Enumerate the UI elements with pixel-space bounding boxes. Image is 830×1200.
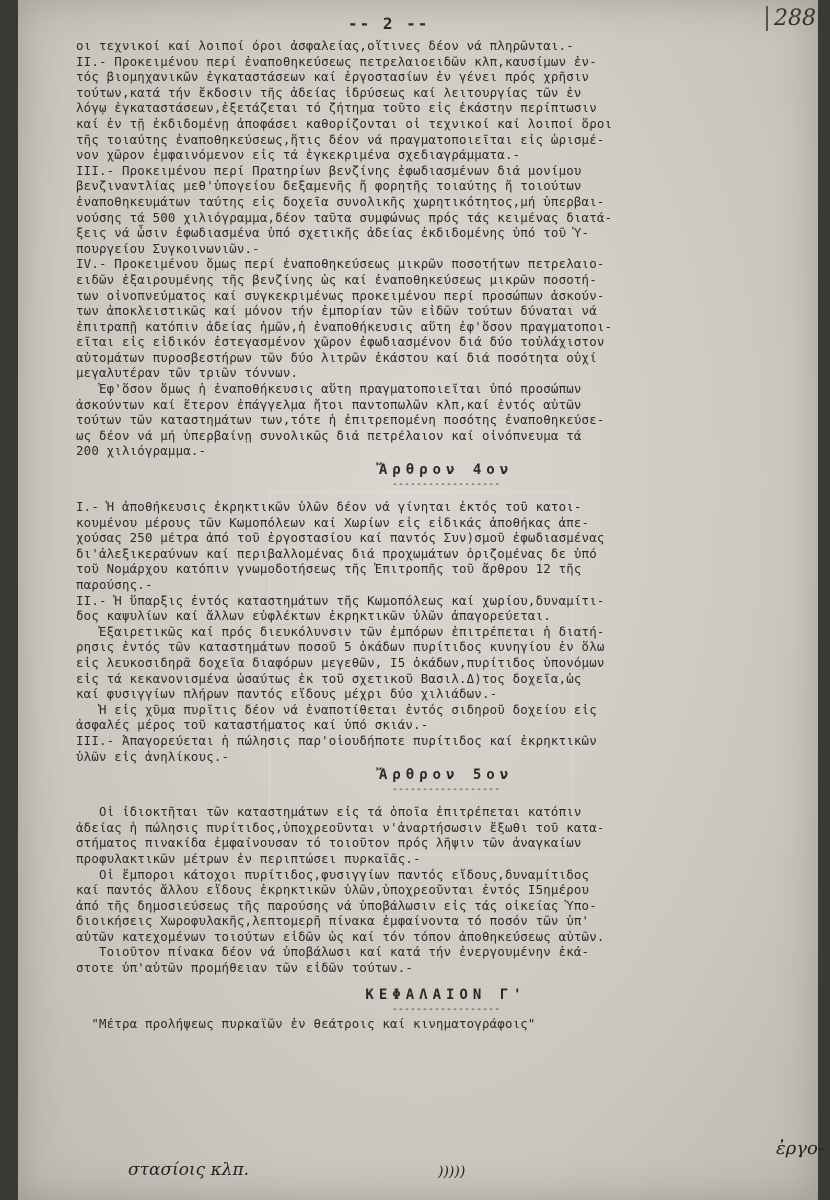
text-line: νον χῶρον ἐμφαινόμενον εἰς τά ἐγκεκριμένα σχεδιαγράμματα.- (76, 147, 521, 163)
text-line: καί φυσιγγίων πλήρων παντός εἴδους μέχρι δύο χιλιάδων.- (76, 686, 498, 702)
handwritten-note: ἐργο- (776, 1138, 824, 1159)
text-line: ὑλῶν εἰς ἀνηλίκους.- (76, 748, 230, 764)
text-line: IV.- Προκειμένου ὅμως περί ἐναποθηκεύσεως μικρῶν ποσοτήτων πετρελαιο- (76, 256, 605, 272)
archive-stamp-number: 288 (766, 6, 816, 31)
heading-underline: ------------------ (391, 479, 501, 491)
text-line: τούτων,κατά τήν ἔκδοσιν τῆς ἀδείας ἱδρύσεως καί λειτουργίας τῶν ἐν (76, 84, 582, 100)
text-line: ἀσφαλές μέρος τοῦ καταστήματος καί ὑπό σκιάν.- (76, 717, 429, 733)
text-line: εἰς λευκοσιδηρᾶ δοχεῖα διαφόρων μεγεθῶν, I5 ὀκάδων,πυρίτιδος ὑπονόμων (76, 654, 605, 670)
text-line: ἀπό τῆς δημοσιεύσεως τῆς παρούσης νά ὑποβάλωσιν εἰς τάς οἰκείας Ὑπο- (76, 897, 597, 913)
text-line: αὐτομάτων πυροσβεστήρων τῶν δύο λιτρῶν ἑκάστου καί διά ποσότητα οὐχί (76, 349, 597, 365)
text-line: III.- Ἀπαγορεύεται ἡ πώλησις παρ'οἱουδήποτε πυρίτιδος καί ἐκρηκτικῶν (76, 732, 597, 748)
text-line: Ἡ εἰς χῦμα πυρῖτις δέον νά ἐναποτίθεται ἐντός σιδηροῦ δοχείου εἰς (76, 701, 597, 717)
text-line: λόγῳ ἐγκαταστάσεων,ἐξετάζεται τό ζήτημα τοῦτο εἰς ἑκάστην περίπτωσιν (76, 100, 597, 116)
text-line: στοτε ὑπ'αὐτῶν προμήθειαν τῶν εἰδῶν τούτων.- (76, 960, 414, 976)
text-line: τός βιομηχανικῶν ἐγκαταστάσεων καί ἐργοστασίων ἐν γένει πρός χρῆσιν (76, 69, 590, 85)
text-line: "Μέτρα προλήψεως πυρκαϊῶν ἐν θεάτροις καί κινηματογράφοις" (76, 1015, 536, 1031)
document-page (18, 0, 824, 1200)
handwritten-note: στασίοις κλπ. (128, 1160, 250, 1180)
page-number: -- 2 -- (348, 14, 430, 33)
text-line: νούσης τά 500 χιλιόγραμμα,δέον ταῦτα συμφώνως πρός τάς κειμένας διατά- (76, 209, 613, 225)
text-line: τῆς τοιαύτης ἐναποθηκεύσεως,ἥτις δέον νά πραγματοποιεῖται εἰς ὡρισμέ- (76, 131, 605, 147)
text-line: αὐτῶν κατεχομένων τοιούτων εἰδῶν ὡς καί τόν τόπον ἀποθηκεύσεως αὐτῶν. (76, 928, 605, 944)
text-line: 200 χιλιόγραμμα.- (76, 443, 207, 459)
text-line: Ἐξαιρετικῶς καί πρός διευκόλυνσιν τῶν ἐμπόρων ἐπιτρέπεται ἡ διατή- (76, 623, 605, 639)
text-line: ρησις ἐντός τῶν καταστημάτων ποσοῦ 5 ὀκάδων πυρίτιδος κυνηγίου ἐν ὅλω (76, 639, 605, 655)
heading-underline: ------------------ (391, 1003, 501, 1015)
text-line: Οἱ ἰδιοκτῆται τῶν καταστημάτων εἰς τά ὁποῖα ἐπιτρέπεται κατόπιν (76, 804, 582, 820)
text-line (76, 976, 816, 984)
section-heading: Ἄρθρον 5ον (378, 767, 514, 784)
text-line: οι τεχνικοί καί λοιποί όροι ἀσφαλείας,οἵτινες δέον νά πληρῶνται.- (76, 38, 574, 53)
text-line: II.- Προκειμένου περί ἐναποθηκεύσεως πετρελαιοειδῶν κλπ,καυσίμων ἐν- (76, 53, 597, 69)
text-line: βενζιναντλίας μεθ'ὑπογείου δεξαμενῆς ἤ φορητῆς τοιαύτης ἤ τοιούτων (76, 178, 582, 194)
text-line: καί ἐν τῇ ἐκδιδομένῃ ἀποφάσει καθορίζονται οἱ τεχνικοί καί λοιποί ὅροι (76, 115, 613, 131)
text-line: χούσας 250 μέτρα ἀπό τοῦ ἐργοστασίου καί παντός Συν)σμοῦ ἐφωδιασμένας (76, 530, 605, 546)
heading-underline: ------------------ (391, 784, 501, 796)
text-line: δος καψυλίων καί ἄλλων εὐφλέκτων ἐκρηκτικῶν ὑλῶν ἀπαγορεύεται. (76, 608, 551, 624)
text-line: καί παντός ἄλλου εἴδους ἐκρηκτικῶν ὑλῶν,ὑποχρεοῦνται ἐντός I5ημέρου (76, 882, 590, 898)
text-line: δι'ἀλεξικεραύνων καί περιβαλλομένας διά προχωμάτων ὁριζομένας δε ὑπό (76, 545, 597, 561)
text-line: ἐπιτραπῇ κατόπιν ἀδείας ἡμῶν,ἡ ἐναποθήκευσις αὕτη ἐφ'ὅσον πραγματοποι- (76, 318, 613, 334)
text-line: Ἐφ'ὅσον ὅμως ἡ ἐναποθήκευσις αὕτη πραγματοποιεῖται ὑπό προσώπων (76, 381, 582, 397)
text-line: τούτων τῶν καταστημάτων των,τότε ἡ ἐπιτρεπομένη ποσότης ἐναποθηκεύσε- (76, 412, 605, 428)
text-line: διοικήσεις Χωροφυλακῆς,λεπτομερῆ πίνακα ἐμφαίνοντα τό ποσόν τῶν ὑπ' (76, 913, 590, 929)
text-line: πουργείου Συγκοινωνιῶν.- (76, 240, 260, 256)
text-line: των ἀποκλειστικῶς καί μόνον τήν ἐμπορίαν τῶν εἰδῶν τούτων δύναται νά (76, 303, 597, 319)
text-line: παρούσης.- (76, 577, 153, 592)
text-line: ἀσκούντων καί ἕτερον ἐπάγγελμα ἤτοι παντοπωλῶν κλπ,καί ἐντός αὐτῶν (76, 396, 582, 412)
text-line: ειδῶν ἐξαιρουμένης τῆς βενζίνης ὡς καί ἐναποθηκεύσεως μικρῶν ποσοτή- (76, 271, 597, 287)
text-line: εῖται εἰς εἰδικόν ἐστεγασμένον χῶρον ἐφωδιασμένον διά δύο τοὐλάχιστον (76, 334, 605, 350)
text-line: ως δέον νά μή ὑπερβαίνῃ συνολικῶς διά πετρέλαιον καί οἰνόπνευμα τά (76, 427, 582, 443)
text-line: I.- Ἡ ἀποθήκευσις ἐκρηκτικῶν ὑλῶν δέον νά γίνηται ἐκτός τοῦ κατοι- (76, 499, 582, 515)
text-line: ἐναποθηκευμάτων ταύτης εἰς δοχεῖα συνολικῆς χωρητικότητος,μή ὑπερβαι- (76, 193, 605, 209)
section-heading: Ἄρθρον 4ον (378, 462, 514, 479)
text-line: III.- Προκειμένου περί Πρατηρίων βενζίνης ἐφωδιασμένων διά μονίμου (76, 162, 582, 178)
text-line: μεγαλυτέραν τῶν τριῶν τόννων. (76, 365, 299, 381)
section-heading: ΚΕΦΑΛΑΙΟΝ Γ' (365, 986, 527, 1003)
text-line: των οἰνοπνεύματος καί συγκεκριμένως προκειμένου περί προσώπων ἀσκούν- (76, 287, 605, 303)
text-line: II.- Ἡ ὕπαρξις ἐντός καταστημάτων τῆς Κωμοπόλεως καί χωρίου,δυναμίτι- (76, 592, 605, 608)
text-line: τοῦ Νομάρχου κατόπιν γνωμοδοτήσεως τῆς Ἐπιτροπῆς τοῦ ἄρθρου 12 τῆς (76, 561, 582, 577)
text-line (76, 491, 816, 499)
text-line: προφυλακτικῶν μέτρων ἐν περιπτώσει πυρκαϊᾶς.- (76, 850, 421, 866)
text-line: κουμένου μέρους τῶν Κωμοπόλεων καί Χωρίων εἰς εἰδικάς ἀποθήκας ἀπε- (76, 514, 590, 530)
text-line: Οἱ ἔμποροι κάτοχοι πυρίτιδος,φυσιγγίων παντός εἴδους,δυναμίτιδος (76, 866, 590, 882)
text-line: ἀδείας ἡ πώλησις πυρίτιδος,ὑποχρεοῦνται ν'ἀναρτήσωσιν ἔξωθι τοῦ κατα- (76, 819, 605, 835)
text-line: ξεις νά ὦσιν ἐφωδιασμένα ὑπό σχετικῆς ἀδείας ἐκδιδομένης ὑπό τοῦ Ὑ- (76, 225, 590, 241)
text-line: εἰς τά κεκανονισμένα ὡσαύτως ἐκ τοῦ σχετικοῦ Βασιλ.Δ)τος δοχεῖα,ὡς (76, 670, 582, 686)
text-line: στήματος πινακίδα ἐμφαίνουσαν τό τοιοῦτον πρός λῆψιν τῶν ἀναγκαίων (76, 835, 582, 851)
text-line: Τοιοῦτον πίνακα δέον νά ὑποβάλωσι καί κατά τήν ἐνεργουμένην ἑκά- (76, 944, 590, 960)
document-body (76, 38, 816, 1031)
text-line (76, 796, 816, 804)
handwritten-note: ))))) (438, 1164, 466, 1180)
